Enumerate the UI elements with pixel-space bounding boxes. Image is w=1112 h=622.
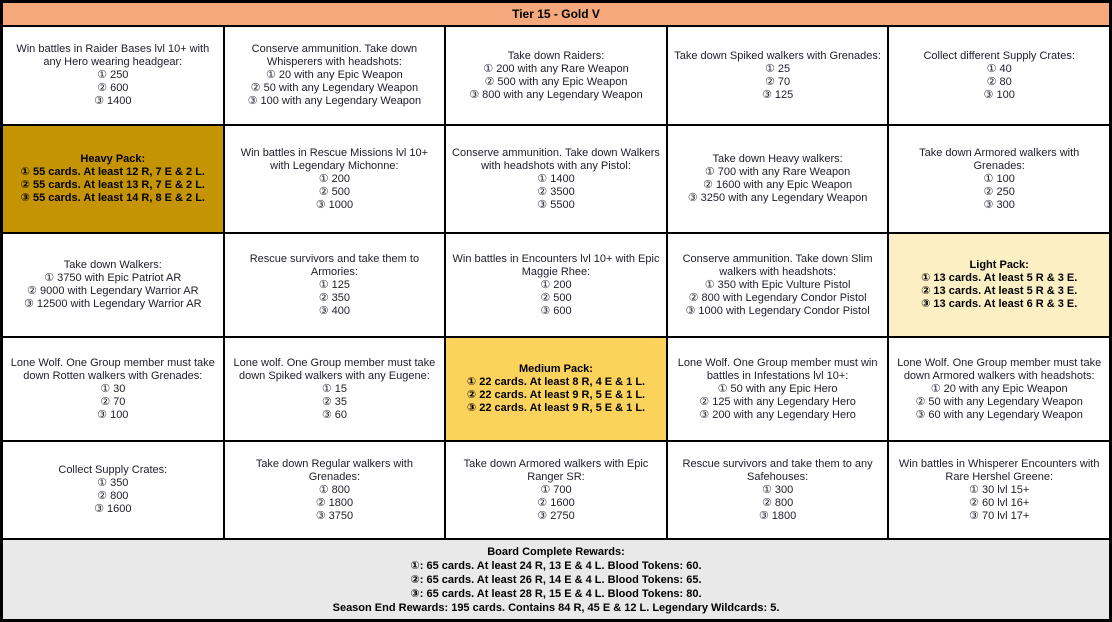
mission-description: Win battles in Rescue Missions lvl 10+ with Legendary Michonne: [240, 146, 429, 172]
mission-tier-line: ② 13 cards. At least 5 R & 3 E. [921, 285, 1078, 297]
mission-description: Lone Wolf. One Group member must win battles in Infestations lvl 10+: [677, 356, 878, 382]
board-title-cell[interactable] [3, 3, 1109, 25]
mission-description: Rescue survivors and take them to Armories: [249, 252, 420, 278]
mission-cell-r5c2[interactable] [225, 442, 445, 538]
mission-tier-line: ② 55 cards. At least 13 R, 7 E & 2 L. [20, 179, 205, 191]
pack-heading: Light Pack: [969, 259, 1029, 271]
mission-tier-line: ① 20 with any Epic Weapon [930, 382, 1068, 395]
mission-tier-line: ② 600 [97, 82, 129, 94]
mission-tier-line: ① 15 [321, 382, 347, 395]
mission-tier-line: ② 800 [97, 490, 129, 502]
pack-heading: Medium Pack: [519, 363, 593, 375]
mission-cell-r2c4[interactable] [668, 126, 888, 232]
mission-description: Take down Armored walkers with Epic Ranger SR: [463, 457, 649, 483]
mission-tier-line: ② 50 with any Legendary Weapon [915, 395, 1083, 408]
mission-tier-line: ③ 13 cards. At least 6 R & 3 E. [921, 298, 1078, 310]
mission-tier-line: ② 125 with any Legendary Hero [699, 395, 856, 408]
mission-description: Take down Raiders: [507, 49, 605, 62]
mission-tier-line: ① 350 [97, 477, 129, 489]
mission-tier-line: ② 70 [765, 75, 791, 88]
mission-tier-line: ② 9000 with Legendary Warrior AR [27, 285, 199, 297]
mission-cell-r4c2[interactable] [225, 338, 445, 440]
rewards-heading: Board Complete Rewards: [487, 545, 625, 558]
mission-cell-r1c5[interactable] [889, 27, 1109, 124]
mission-tier-line: ① 200 [318, 172, 351, 185]
mission-tier-line: ② 70 [100, 395, 126, 408]
mission-tier-line: ① 25 [765, 62, 791, 75]
mission-cell-r1c3[interactable] [446, 27, 666, 124]
mission-tier-line: ① 40 [986, 62, 1012, 75]
mission-cell-r5c3[interactable] [446, 442, 666, 538]
mission-tier-line: ② 3500 [537, 185, 575, 198]
mission-cell-r3c1[interactable] [3, 234, 223, 336]
mission-tier-line: ③ 1000 [315, 198, 354, 211]
mission-description: Take down Regular walkers with Grenades: [255, 457, 413, 483]
mission-tier-line: ① 125 [318, 278, 351, 291]
mission-description: Conserve ammunition. Take down Whisperers with headshots: [251, 43, 418, 68]
mission-tier-line: ① 13 cards. At least 5 R & 3 E. [921, 272, 1078, 284]
mission-tier-line: ② 1600 with any Epic Weapon [703, 179, 853, 191]
mission-cell-r5c4[interactable] [668, 442, 888, 538]
rewards-line: ③: 65 cards. At least 28 R, 15 E & 4 L. Blood Tokens: 80. [410, 587, 702, 600]
mission-description: Lone Wolf. One Group member must take down Armored walkers with headshots: [897, 356, 1102, 382]
mission-tier-line: ② 80 [986, 75, 1012, 88]
mission-description: Take down Armored walkers with Grenades: [919, 146, 1080, 172]
heavy-pack-cell[interactable] [3, 126, 223, 232]
board-complete-rewards-cell[interactable] [3, 540, 1109, 619]
mission-tier-line: ① 800 [318, 483, 351, 496]
mission-tier-line: ① 20 with any Epic Weapon [265, 69, 403, 81]
mission-tier-line: ① 300 [761, 483, 794, 496]
mission-tier-line: ③ 1800 [758, 509, 797, 522]
mission-tier-line: ① 30 lvl 15+ [969, 483, 1030, 496]
mission-cell-r2c5[interactable] [889, 126, 1109, 232]
mission-tier-line: ③ 5500 [537, 198, 575, 211]
mission-tier-line: ③ 400 [318, 304, 351, 317]
mission-tier-line: ③ 2750 [537, 509, 575, 522]
mission-description: Rescue survivors and take them to any Safehouses: [682, 457, 873, 483]
mission-tier-line: ③ 300 [983, 198, 1015, 211]
mission-tier-line: ② 250 [983, 185, 1015, 198]
pack-heading: Heavy Pack: [80, 153, 146, 165]
mission-cell-r2c3[interactable] [446, 126, 666, 232]
mission-tier-line: ③ 70 lvl 17+ [969, 509, 1030, 522]
mission-description: Take down Spiked walkers with Grenades: [674, 49, 881, 62]
mission-tier-line: ② 500 [318, 185, 351, 198]
mission-description: Lone Wolf. One Group member must take down Rotten walkers with Grenades: [10, 356, 215, 382]
mission-description: Collect Supply Crates: [58, 464, 168, 476]
mission-description: Win battles in Whisperer Encounters with Rare Hershel Greene: [898, 457, 1100, 483]
mission-tier-line: ③ 800 with any Legendary Weapon [469, 88, 643, 101]
mission-tier-line: ② 50 with any Legendary Weapon [250, 82, 419, 94]
mission-tier-line: ① 1400 [537, 172, 575, 185]
mission-tier-line: ③ 100 with any Legendary Weapon [247, 95, 422, 107]
rewards-line: Season End Rewards: 195 cards. Contains 84 R, 45 E & 12 L. Legendary Wildcards: 5. [332, 601, 780, 614]
mission-tier-line: ③ 1000 with Legendary Condor Pistol [685, 304, 870, 317]
mission-description: Take down Heavy walkers: [712, 153, 843, 165]
mission-tier-line: ② 500 [540, 291, 572, 304]
mission-cell-r1c4[interactable] [668, 27, 888, 124]
mission-cell-r1c1[interactable] [3, 27, 223, 124]
mission-cell-r5c5[interactable] [889, 442, 1109, 538]
mission-tier-line: ① 350 with Epic Vulture Pistol [704, 278, 851, 291]
mission-tier-line: ① 30 [100, 382, 126, 395]
mission-description: Take down Walkers: [63, 259, 162, 271]
mission-tier-line: ③ 3250 with any Legendary Weapon [687, 192, 868, 204]
mission-tier-line: ③ 1400 [94, 95, 132, 107]
mission-description: Win battles in Raider Bases lvl 10+ with any Hero wearing headgear: [16, 43, 210, 68]
rewards-line: ①: 65 cards. At least 24 R, 13 E & 4 L. Blood Tokens: 60. [410, 559, 702, 572]
mission-tier-line: ② 22 cards. At least 9 R, 5 E & 1 L. [466, 389, 646, 401]
mission-description: Conserve ammunition. Take down Slim walkers with headshots: [682, 252, 873, 278]
mission-tier-line: ② 60 lvl 16+ [969, 496, 1030, 509]
mission-tier-line: ① 100 [983, 172, 1015, 185]
mission-cell-r1c2[interactable] [225, 27, 445, 124]
mission-tier-line: ③ 55 cards. At least 14 R, 8 E & 2 L. [20, 192, 205, 204]
mission-cell-r4c4[interactable] [668, 338, 888, 440]
mission-tier-line: ② 800 [761, 496, 794, 509]
mission-description: Win battles in Encounters lvl 10+ with Epic Maggie Rhee: [452, 252, 660, 278]
mission-tier-line: ② 800 with Legendary Condor Pistol [688, 291, 867, 304]
mission-tier-line: ② 350 [318, 291, 351, 304]
mission-cell-r4c5[interactable] [889, 338, 1109, 440]
mission-description: Lone wolf. One Group member must take down Spiked walkers with any Eugene: [233, 356, 436, 382]
mission-tier-line: ① 50 with any Epic Hero [717, 382, 838, 395]
rewards-line: ②: 65 cards. At least 26 R, 14 E & 4 L. Blood Tokens: 65. [410, 573, 702, 586]
mission-tier-line: ③ 60 with any Legendary Weapon [915, 408, 1083, 421]
mission-tier-line: ① 3750 with Epic Patriot AR [44, 272, 182, 284]
mission-tier-line: ① 55 cards. At least 12 R, 7 E & 2 L. [20, 166, 205, 178]
mission-tier-line: ③ 60 [321, 408, 347, 421]
light-pack-cell[interactable] [889, 234, 1109, 336]
mission-tier-line: ② 35 [321, 395, 347, 408]
mission-tier-line: ③ 12500 with Legendary Warrior AR [23, 298, 202, 310]
mission-grid [3, 27, 1109, 538]
mission-cell-r3c4[interactable] [668, 234, 888, 336]
mission-tier-line: ③ 22 cards. At least 9 R, 5 E & 1 L. [466, 402, 646, 414]
medium-pack-cell[interactable] [446, 338, 666, 440]
mission-tier-line: ③ 125 [761, 88, 794, 101]
mission-cell-r3c3[interactable] [446, 234, 666, 336]
mission-description: Conserve ammunition. Take down Walkers with headshots with any Pistol: [452, 146, 660, 172]
mission-tier-line: ① 700 with any Rare Weapon [704, 166, 851, 178]
mission-tier-line: ③ 600 [540, 304, 572, 317]
mission-tier-line: ③ 1600 [94, 503, 132, 515]
mission-tier-line: ① 700 [540, 483, 572, 496]
mission-cell-r5c1[interactable] [3, 442, 223, 538]
mission-tier-line: ① 200 with any Rare Weapon [483, 62, 629, 75]
mission-tier-line: ② 1600 [537, 496, 575, 509]
mission-cell-r4c1[interactable] [3, 338, 223, 440]
mission-tier-line: ③ 200 with any Legendary Hero [699, 408, 856, 421]
board-title: Tier 15 - Gold V [512, 7, 600, 21]
mission-description: Collect different Supply Crates: [923, 49, 1075, 62]
mission-cell-r2c2[interactable] [225, 126, 445, 232]
mission-tier-line: ① 200 [540, 278, 572, 291]
mission-tier-line: ② 500 with any Epic Weapon [484, 75, 628, 88]
mission-tier-line: ① 250 [97, 69, 129, 81]
mission-tier-line: ① 22 cards. At least 8 R, 4 E & 1 L. [466, 376, 646, 388]
mission-tier-line: ③ 100 [983, 88, 1015, 101]
mission-cell-r3c2[interactable] [225, 234, 445, 336]
mission-tier-line: ③ 3750 [315, 509, 354, 522]
mission-tier-line: ③ 100 [97, 408, 129, 421]
mission-tier-line: ② 1800 [315, 496, 354, 509]
